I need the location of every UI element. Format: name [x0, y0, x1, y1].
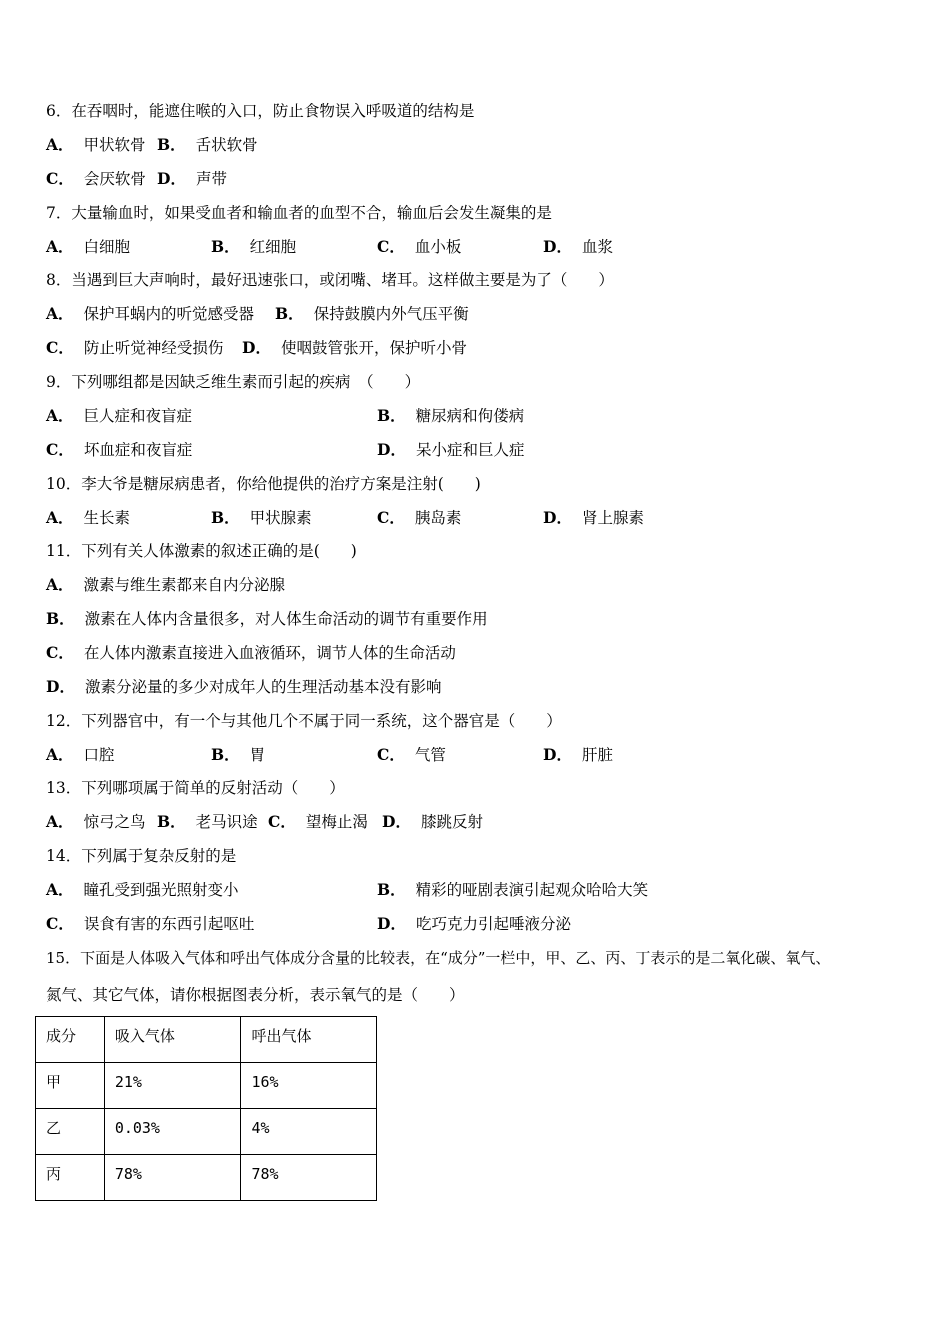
q12-option-c[interactable]: C． 气管	[377, 745, 446, 764]
q14-option-d[interactable]: D． 吃巧克力引起唾液分泌	[377, 914, 571, 933]
table-cell: 4%	[241, 1109, 377, 1155]
q7-option-c[interactable]: C． 血小板	[377, 237, 462, 256]
q10-option-a[interactable]: A． 生长素	[46, 508, 131, 527]
q7-option-a[interactable]: A． 白细胞	[46, 237, 131, 256]
header-component: 成分	[36, 1017, 105, 1063]
table-row	[36, 1155, 377, 1201]
q11-option-d[interactable]: D． 激素分泌量的多少对成年人的生理活动基本没有影响	[46, 677, 442, 696]
q8-option-a[interactable]: A． 保护耳蜗内的听觉感受器	[46, 304, 255, 323]
table-cell: 16%	[241, 1063, 377, 1109]
q9-option-c[interactable]: C． 坏血症和夜盲症	[46, 440, 193, 459]
q6-option-c[interactable]: C． 会厌软骨	[46, 169, 146, 188]
question-6-stem: 6．在吞咽时，能遮住喉的入口，防止食物误入呼吸道的结构是	[46, 102, 475, 120]
q13-option-c[interactable]: C． 望梅止渴	[268, 812, 368, 831]
q11-option-b[interactable]: B． 激素在人体内含量很多，对人体生命活动的调节有重要作用	[46, 609, 488, 628]
q8-option-b[interactable]: B． 保持鼓膜内外气压平衡	[275, 304, 469, 323]
table-cell: 0.03%	[104, 1109, 241, 1155]
question-15-stem: 15．下面是人体吸入气体和呼出气体成分含量的比较表，在“成分”一栏中，甲、乙、丙、丁表示的是二氧化碳、氧气、	[46, 949, 831, 967]
table-row	[36, 1063, 377, 1109]
question-7-stem: 7．大量输血时，如果受血者和输血者的血型不合，输血后会发生凝集的是	[46, 204, 552, 222]
q9-option-b[interactable]: B． 糖尿病和佝偻病	[377, 406, 525, 425]
q7-option-d[interactable]: D． 血浆	[543, 237, 613, 256]
q6-option-b[interactable]: B． 舌状软骨	[157, 135, 258, 154]
q6-option-a[interactable]: A． 甲状软骨	[46, 135, 146, 154]
q9-option-a[interactable]: A． 巨人症和夜盲症	[46, 406, 193, 425]
header-exhaled: 呼出气体	[241, 1017, 377, 1063]
q14-option-a[interactable]: A． 瞳孔受到强光照射变小	[46, 880, 239, 899]
q12-option-a[interactable]: A． 口腔	[46, 745, 115, 764]
q13-option-a[interactable]: A． 惊弓之鸟	[46, 812, 146, 831]
question-11-stem: 11．下列有关人体激素的叙述正确的是( )	[46, 542, 357, 560]
question-10-stem: 10．李大爷是糖尿病患者，你给他提供的治疗方案是注射( )	[46, 475, 481, 493]
q12-option-b[interactable]: B． 胃	[211, 745, 266, 764]
q10-option-d[interactable]: D． 肾上腺素	[543, 508, 644, 527]
q11-option-c[interactable]: C． 在人体内激素直接进入血液循环，调节人体的生命活动	[46, 643, 456, 662]
table-cell: 78%	[241, 1155, 377, 1201]
table-cell: 乙	[36, 1109, 105, 1155]
table-cell: 甲	[36, 1063, 105, 1109]
table-cell: 21%	[104, 1063, 241, 1109]
question-9-stem: 9．下列哪组都是因缺乏维生素而引起的疾病 （ ）	[46, 373, 421, 391]
question-12-stem: 12．下列器官中，有一个与其他几个不属于同一系统，这个器官是（ ）	[46, 712, 562, 730]
table-header-row	[36, 1017, 377, 1063]
q14-option-c[interactable]: C． 误食有害的东西引起呕吐	[46, 914, 255, 933]
table-row	[36, 1109, 377, 1155]
header-inhaled: 吸入气体	[104, 1017, 241, 1063]
q13-option-d[interactable]: D． 膝跳反射	[382, 812, 483, 831]
q13-option-b[interactable]: B． 老马识途	[157, 812, 258, 831]
question-13-stem: 13．下列哪项属于简单的反射活动（ ）	[46, 779, 345, 797]
q6-option-d[interactable]: D． 声带	[157, 169, 227, 188]
table-cell: 78%	[104, 1155, 241, 1201]
q8-option-d[interactable]: D． 使咽鼓管张开，保护听小骨	[242, 338, 467, 357]
q10-option-b[interactable]: B． 甲状腺素	[211, 508, 312, 527]
q7-option-b[interactable]: B． 红细胞	[211, 237, 297, 256]
q10-option-c[interactable]: C． 胰岛素	[377, 508, 462, 527]
q11-option-a[interactable]: A． 激素与维生素都来自内分泌腺	[46, 575, 286, 594]
question-8-stem: 8．当遇到巨大声响时，最好迅速张口，或闭嘴、堵耳。这样做主要是为了（ ）	[46, 271, 614, 289]
question-14-stem: 14．下列属于复杂反射的是	[46, 847, 237, 865]
q14-option-b[interactable]: B． 精彩的哑剧表演引起观众哈哈大笑	[377, 880, 649, 899]
table-cell: 丙	[36, 1155, 105, 1201]
q12-option-d[interactable]: D． 肝脏	[543, 745, 613, 764]
q9-option-d[interactable]: D． 呆小症和巨人症	[377, 440, 525, 459]
q8-option-c[interactable]: C． 防止听觉神经受损伤	[46, 338, 224, 357]
question-15-stem-continued: 氮气、其它气体，请你根据图表分析，表示氧气的是（ ）	[46, 986, 465, 1004]
gas-composition-table	[35, 1016, 377, 1201]
